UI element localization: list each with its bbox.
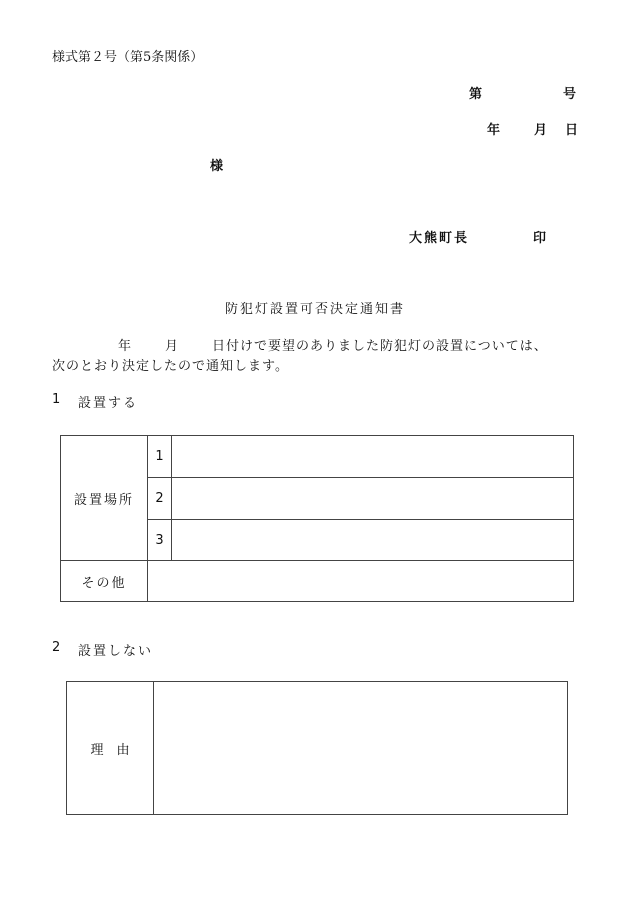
section1-heading: 設置する [78,396,139,411]
body-line1: 日付けで要望のありました防犯灯の設置については、 [212,339,548,354]
location-row-3-number: 3 [148,520,172,561]
body-line2: 次のとおり決定したので通知します。 [52,359,289,374]
other-label: その他 [61,561,148,602]
location-row-1-field[interactable] [172,436,574,478]
reason-field[interactable] [154,682,568,815]
section1-number: 1 [52,392,62,407]
location-row-3-field[interactable] [172,520,574,561]
number-suffix: 号 [563,87,578,102]
document-title: 防犯灯設置可否決定通知書 [225,302,406,317]
form-label: 様式第２号（第5条関係） [52,50,204,65]
location-row-1-number: 1 [148,436,172,478]
date-month: 月 [534,123,549,138]
issuer-title: 大熊町長 [409,231,470,246]
reason-table [66,681,568,815]
date-year: 年 [487,123,502,138]
section2-heading: 設置しない [78,644,154,659]
body-year: 年 [118,339,133,354]
reason-label: 理 由 [67,682,154,815]
other-field[interactable] [148,561,574,602]
number-prefix: 第 [469,87,484,102]
body-month: 月 [165,339,180,354]
location-label: 設置場所 [61,436,148,561]
issuer-seal: 印 [533,231,548,246]
location-row-2-field[interactable] [172,478,574,520]
addressee-suffix: 様 [210,159,225,174]
section2-number: 2 [52,640,62,655]
date-day: 日 [565,123,580,138]
install-table [60,435,574,602]
location-row-2-number: 2 [148,478,172,520]
